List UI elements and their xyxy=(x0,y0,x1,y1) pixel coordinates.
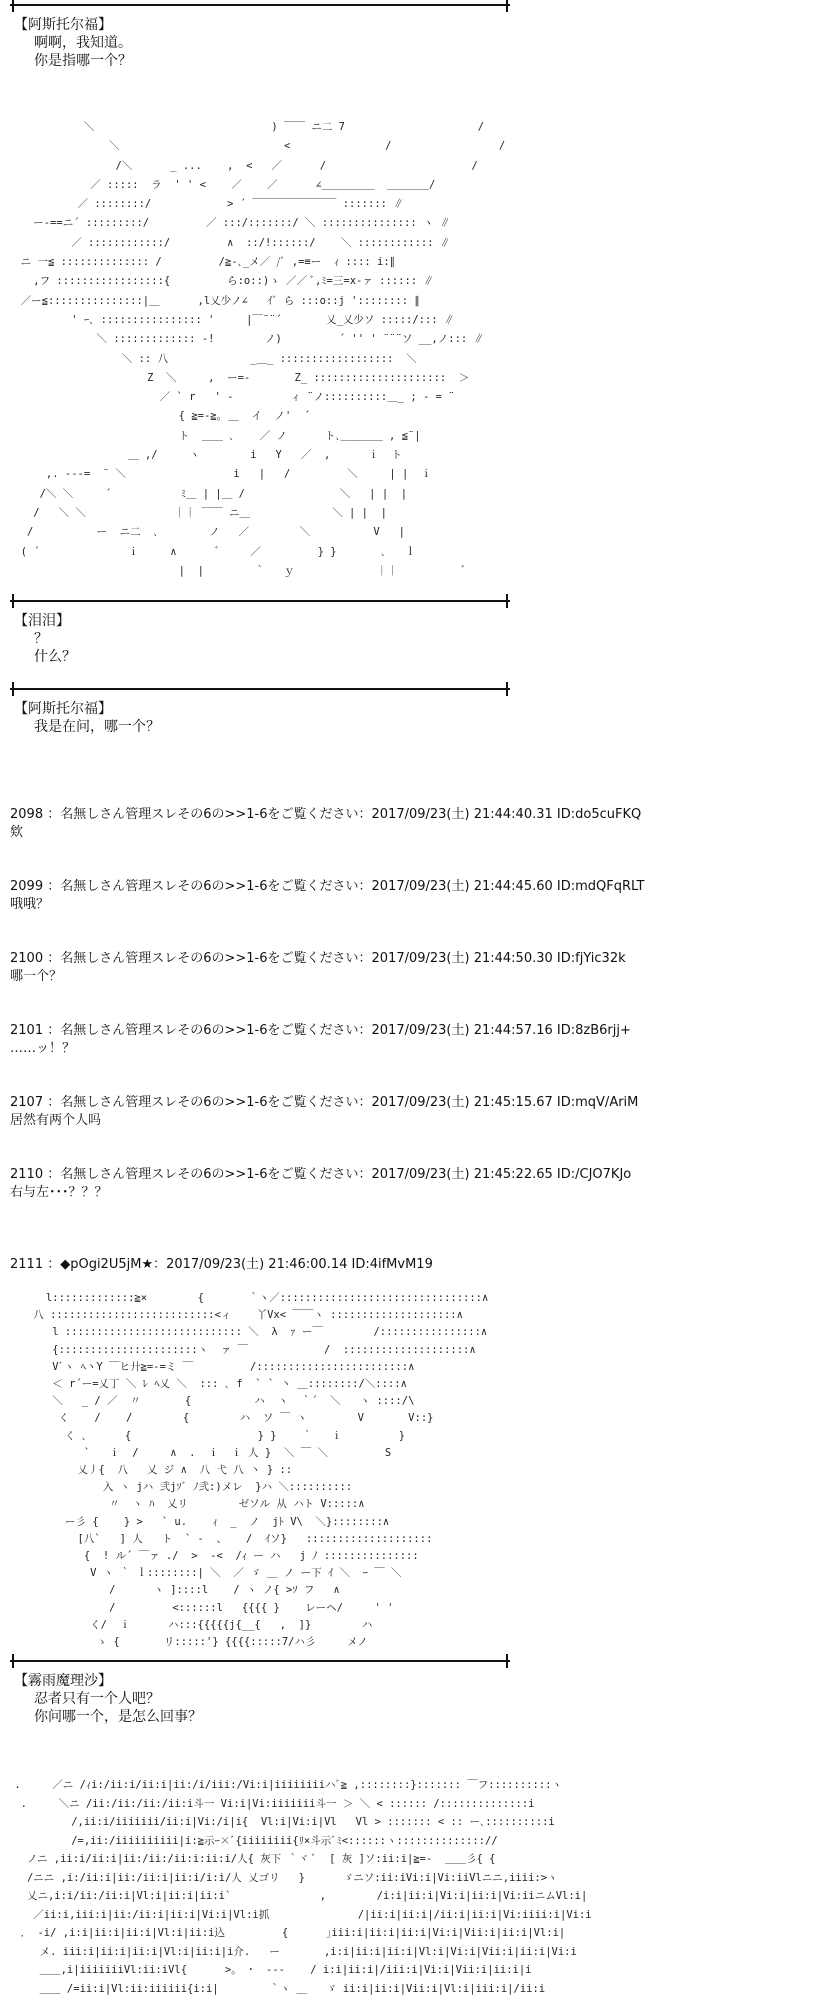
dialogue-line: 啊啊，我知道。 xyxy=(34,35,132,51)
ascii-art-astolfo: ＼ ) ￣￣ ニ二 7 / ＼ < / / /＼ _ ... , < ／ / / ／ ::::: ラ ' ' < ／ ／ ∠＿＿＿＿＿ ＿＿＿＿/ ／ ::::::::/ > ´ ￣￣￣￣￣￣￣￣ ::::::: ∥ ー-==ニ´ :::::::::/ ／ :::/:::::::/ ＼ ::::::::::::::: ヽ ∥ ／ ::::::::::::/ ∧ ::/!::::::/ ＼ :::::::::::: ∥ ニ 一≦ :::::::::::::: / /≧‐､_メ／ /ﾞ ,=≡ー ｨ :::: i:∥ ,フ :::::::::::::::::{ ら:o::)ゝ ／／ ﾞ,ﾐ=三=x-ァ :::::: ∥ ／ー≦:::::::::::::::|＿ ,l乂少ノ∠ ｲﾞ ら :::o::j ':::::::: ∥ ' ｰ､ :::::::::::::::: ' |￣¨¨´ 乂_乂少ソ :::::/::: ∥ ＼ ::::::::::::: -! ノ) ´ '' ' ¨¨¨ソ __,ノ::: ∥ ＼ :: 八 _＿_ :::::::::::::::::: ＼ Z ＼ , ー=- Z_ ::::::::::::::::::::: ＞ ／ ` r ' - ィ ¨ノ::::::::::＿_ ; - = ¨ { ≧=-≧｡ ＿ イ ノ' ´ ト ＿＿ ､ ／ ノ ト､＿＿＿＿ , ≦¨| ＿ ,/ ヽ i Y ／ , ｉ ト ,. ---= ¨ ＼ i | / ＼ | | ｉ /＼ ＼ ´ ﾐ＿ | |＿ / ＼ | | | / ＼ ＼ ｜｜ ￣￣ ニ＿ ＼ | | | / ー ニ二 ､ ノ ／ ＼ V | ( ´ ｉ ∧ ゛ ／ } } ､ ｌ | | ｀ ｙ ｜｜ ゛ xyxy=(20,121,506,577)
post xyxy=(10,1022,631,1058)
divider xyxy=(10,688,510,690)
post-body: 欸 xyxy=(10,825,24,840)
post-header: 2110 ：名無しさん管理スレその6の>>1-6をご覧ください：2017/09/23(土) 21:45:22.65 ID:/CJO7KJo xyxy=(10,1167,632,1182)
post xyxy=(10,1094,638,1130)
dialogue-line: 忍者只有一个人吧？ xyxy=(34,1691,160,1707)
post-body: ……ッ！？ xyxy=(10,1041,76,1056)
divider xyxy=(10,4,510,6)
post-body: 哦哦？ xyxy=(10,897,50,912)
ascii-art-ninja: l:::::::::::::≧× { ｀ヽ／::::::::::::::::::::::::::::::::∧ 八 ::::::::::::::::::::::::::<ィ 丫Vx< ￣￣ヽ ::::::::::::::::::::∧ l :::::::::::::::::::::::::::: ＼ λ ｧ ー￣ /::::::::::::::::∧ {::::::::::::::::::::::ヽ ァ ￣ / ::::::::::::::::::::∧ Vﾞヽ ﾍ丶Y ￣ヒ廾≧=-=ミ ￣ /::::::::::::::::::::::::∧ ＜ r´ー=乂丁 ＼ ﾚ ﾍ乂 ＼ ::: ､ f ` ` 丶 ＿::::::::/＼::::∧ ＼ _ / ／ 〃 { ハ ヽ ｀´ ＼ ヽ ::::/\ く / / { ハ ソ ￣ ヽ V V::} く ､ { } } ｀ ｉ } ` ｉ / ∧ . ｉ ｉ 人 } ＼ ￣ ＼ S 乂丿{ 八 乂 ジ ∧ 八 弋 八 丶 } :: 入 ヽ jハ 弐jｿﾞ ﾉ弐:)メレ }ハ ＼:::::::::: 〃 ヽ ﾊ 乂リ ゼソル 从 ハト V:::::∧ ー彡 { } > ` u. ｨ _ ノ jﾄ V\ ＼}::::::::∧ [八` ] 人 ト ` - 、 / ｲソ} :::::::::::::::::::: { ! ル´ ￣ァ ./ > -< /ｨ ー ハ j ﾉ ::::::::::::::: V ヽ ｀ ｌ::::::::| ＼ ／ ゞ ＿ ノ ー下 ｲ ＼ ｰ ￣ ＼ / ヽ ]::::l / ヽ ノ{ >ｿ フ ∧ / <::::::l {{{{ } レーヘ/ ' ' く/ ｉ ハ:::{{{{{j{__{ , ]} ハ ゝ { リ:::::'} {{{{:::::7/ハ彡 メノ xyxy=(33,1292,489,1649)
post xyxy=(10,806,641,842)
post-header: 2107 ：名無しさん管理スレその6の>>1-6をご覧ください：2017/09/23(土) 21:45:15.67 ID:mqV/AriM xyxy=(10,1095,639,1110)
post-header: 2099 ：名無しさん管理スレその6の>>1-6をご覧ください：2017/09/23(土) 21:44:45.60 ID:mdQFqRLT xyxy=(10,879,645,894)
post-body: 居然有两个人吗 xyxy=(10,1113,102,1128)
post xyxy=(10,878,644,914)
post-header: 2100 ：名無しさん管理スレその6の>>1-6をご覧ください：2017/09/23(土) 21:44:50.30 ID:fjYic32k xyxy=(10,951,626,966)
speaker-name: 【阿斯托尔福】 xyxy=(14,17,112,33)
dialogue-line: 你是指哪一个？ xyxy=(34,53,132,69)
dialogue-line: 什么？ xyxy=(34,649,76,665)
divider xyxy=(10,600,510,602)
post-header: 2111 ：◆pOgi2U5jM★：2017/09/23(土) 21:46:00.14 ID:4ifMvM19 xyxy=(10,1257,433,1272)
dialogue-line: 你问哪一个，是怎么回事？ xyxy=(34,1709,202,1725)
post xyxy=(10,1166,631,1202)
speaker-name: 【霧雨魔理沙】 xyxy=(14,1673,112,1689)
post xyxy=(10,1256,433,1274)
speaker-name: 【泪泪】 xyxy=(14,613,70,629)
dialogue-line: ？ xyxy=(34,631,48,647)
post xyxy=(10,950,626,986)
divider xyxy=(10,1660,510,1662)
speaker-name: 【阿斯托尔福】 xyxy=(14,701,112,717)
post-header: 2098 ：名無しさん管理スレその6の>>1-6をご覧ください：2017/09/23(土) 21:44:40.31 ID:do5cuFKQ xyxy=(10,807,642,822)
dialogue-line: 我是在问，哪一个？ xyxy=(34,719,160,735)
post-body: 右与左･･･？？？ xyxy=(10,1185,108,1200)
ascii-art-marisa: . ／ニ /ｨi:/ii:i/ii:i|ii:/i/iii:/Vi:i|iiiiiiiiハﾞ≧ ,::::::::}::::::: ￣フ::::::::::ヽ . ＼ニ /ii:/ii:/ii:/ii:i斗一 Vi:i|Vi:iiiiiii斗一 ＞ ＼ < :::::: /::::::::::::::i /,ii:i/iiiiiii/ii:i|Vi:/i|i{ Vl:i|Vi:i|Vl Vl > ::::::: < :: ー､::::::::::i /=,ii:/iiiiiiiiii|i:≧示ｰ×ﾞ{iiiiiiii{ﾘ×斗示ﾞﾐ<::::::ヽ::::::::::::::// ノニ ,ii:i/ii:i|ii:/ii:/ii:i:ii:i/人{ 灰下 ｀ヾ ﾞ [ 灰 ]ソ:ii:i|≧=- ＿＿彡{ { /ニニ ,i:/ii:i|ii:/ii:i|ii:i/i:i/人 乂ゴリ } ゞニソ:ii:iVi:i|Vi:iiVlニニ,iiii:>ヽ 乂ニ,i:i/ii:/ii:i|Vl:i|ii:i|ii:i` , /i:i|ii:i|Vi:i|ii:i|Vi:iiニムVl:i| ／ii:i,iii:i|ii:/ii:i|ii:i|Vi:i|Vl:i抓 /|ii:i|ii:i|/ii:i|ii:i|Vi:iiii:i|Vi:i ． -i/ ,i:i|ii:i|ii:i|Vl:i|ii:i込 { ｣iii:i|ii:i|ii:i|Vi:i|Vii:i|ii:i|Vl:i| メ. iii:i|ii:i|ii:i|Vl:i|ii:i|i介. ー ,i:i|ii:i|ii:i|Vl:i|Vi:i|Vii:i|ii:i|Vi:i ＿＿,i|iiiiiiiVl:ii:iVl{ >。 ･ --- / i:i|ii:i|/iii:i|Vi:i|Vii:i|ii:i|i ＿＿ /=ii:i|Vl:ii:iiiiii{i:i| ｀ヽ ＿ ゞ ii:i|ii:i|Vii:i|Vl:i|iii:i|/ii:i xyxy=(14,1779,592,1995)
post-header: 2101 ：名無しさん管理スレその6の>>1-6をご覧ください：2017/09/23(土) 21:44:57.16 ID:8zB6rjj+ xyxy=(10,1023,631,1038)
post-body: 哪一个？ xyxy=(10,969,63,984)
